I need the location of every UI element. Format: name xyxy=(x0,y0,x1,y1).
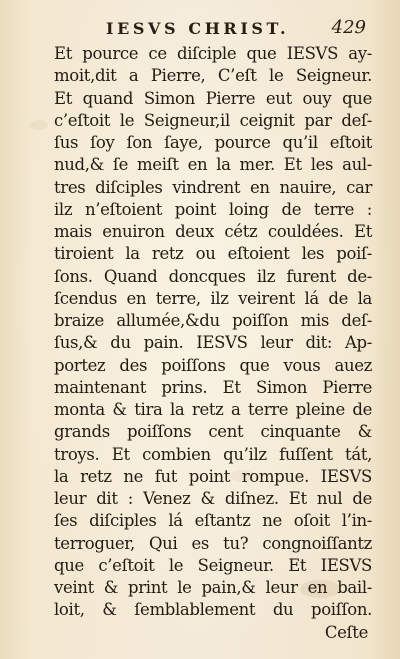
text-line: Et quand Simon Pierre eut ouy que xyxy=(54,88,372,108)
text-line: monta & tira la retz a terre pleine de xyxy=(54,400,372,419)
running-head: IESVS CHRIST. xyxy=(106,19,290,38)
text-line: tres diſciples vindrent en nauire, car xyxy=(54,177,372,197)
text-line: ſus,& du pain. IESVS leur dit: Ap- xyxy=(54,333,372,353)
page-header xyxy=(54,16,366,40)
text-line: que c’eſtoit le Seigneur. Et IESVS xyxy=(54,555,372,575)
text-line: loit, & ſemblablement du poiſſon. xyxy=(54,600,372,620)
text-line: ſcendus en terre, ilz veirent lá de la xyxy=(54,288,372,308)
text-line: la retz ne fut point rompue. IESVS xyxy=(54,466,372,486)
text-line: ſes diſciples lá eſtantz ne oſoit l’in- xyxy=(54,511,372,531)
text-line: mais enuiron deux cétz couldées. Et xyxy=(54,222,372,241)
text-line: nud,& ſe meiſt en la mer. Et les aul- xyxy=(54,155,372,175)
paper-stain xyxy=(30,120,48,130)
page-number: 429 xyxy=(331,17,366,38)
text-line: leur dit : Venez & diſnez. Et nul de xyxy=(54,489,372,508)
text-line: ilz n’eſtoient point loing de terre : xyxy=(54,199,372,219)
text-line: portez des poiſſons que vous auez xyxy=(54,355,372,375)
text-line: tiroient la retz ou eſtoient les poiſ- xyxy=(54,244,372,264)
catchword: Ceſte xyxy=(324,622,368,642)
text-line: Et pource ce diſciple que IESVS ay- xyxy=(54,44,372,63)
text-line: c’eſtoit le Seigneur,il ceignit par deſ- xyxy=(54,110,372,130)
text-line: ſons. Quand doncques ilz furent de- xyxy=(54,266,372,286)
text-block xyxy=(54,43,372,644)
text-line: moit,dit a Pierre, C’eſt le Seigneur. xyxy=(54,66,372,86)
text-line: maintenant prins. Et Simon Pierre xyxy=(54,377,372,397)
text-line: grands poiſſons cent cinquante & xyxy=(54,422,372,442)
text-line: ſus ſoy ſon ſaye, pource qu’il eſtoit xyxy=(54,133,372,152)
text-line: terroguer, Qui es tu? congnoiſſantz xyxy=(54,533,372,553)
text-line: braize allumée,&du poiſſon mis deſ- xyxy=(54,311,372,330)
text-line: veint & print le pain,& leur en bail- xyxy=(54,578,372,597)
text-line: troys. Et combien qu’ilz fuſſent tát, xyxy=(54,444,372,464)
